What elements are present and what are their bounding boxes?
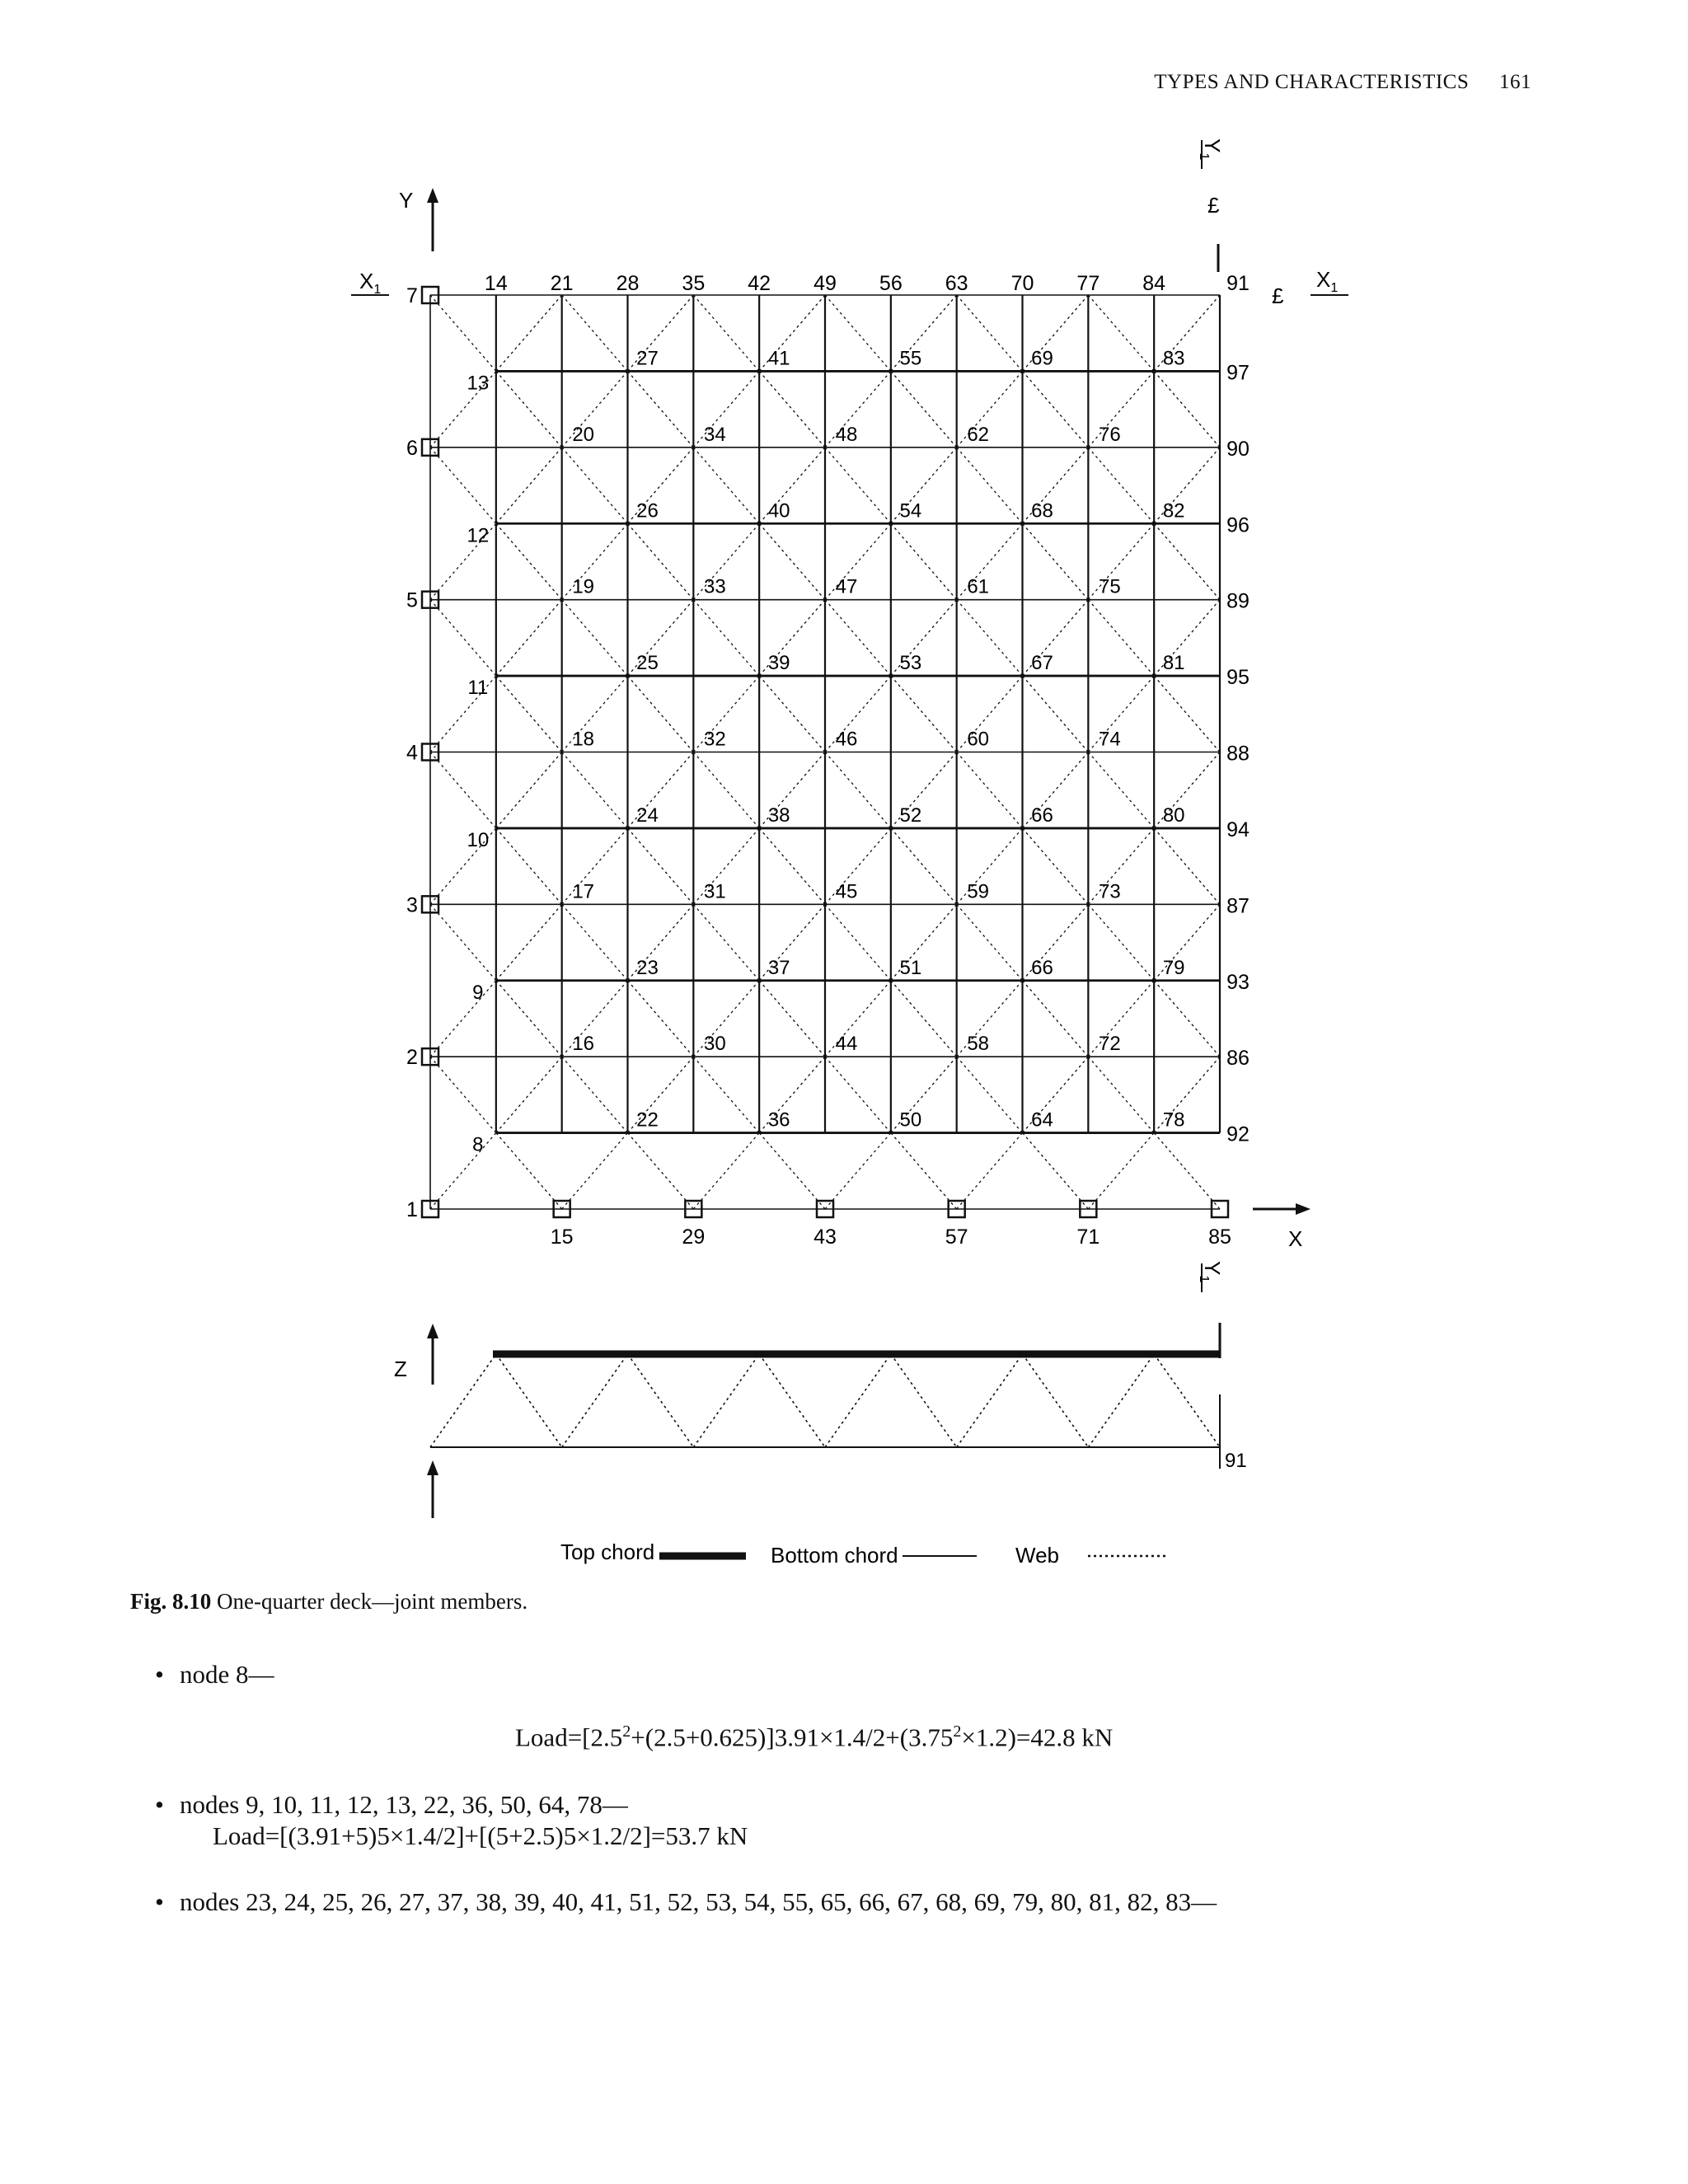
web-diagonal xyxy=(1154,1133,1220,1209)
section-x1-label: X xyxy=(1316,267,1331,292)
web-diagonal xyxy=(430,1133,496,1209)
elevation-web xyxy=(430,1354,1220,1447)
web-diagonal xyxy=(496,371,562,447)
web-diagonal xyxy=(825,600,891,676)
node-label-interior: 30 xyxy=(703,1033,726,1056)
x-arrow-icon xyxy=(1296,1203,1311,1215)
web-diagonal xyxy=(430,752,496,828)
web-diagonal xyxy=(759,371,825,447)
svg-text:X1 xyxy=(1316,267,1338,295)
node-label-interior: 62 xyxy=(967,423,990,446)
web-diagonal xyxy=(430,295,496,371)
web-diagonal xyxy=(628,981,694,1057)
web-diagonal xyxy=(496,1057,562,1132)
section-y1-subscript: 1 xyxy=(1197,1275,1211,1283)
elevation-web-diagonal xyxy=(628,1354,694,1447)
formula-text: Load=[(3.91+5)5×1.4/2]+[(5+2.5)5×1.2/2]=53.7 kN xyxy=(213,1821,748,1850)
web-diagonal xyxy=(496,904,562,980)
web-diagonal xyxy=(496,752,562,828)
node-label-interior: 27 xyxy=(636,347,659,370)
node-label-left: 4 xyxy=(406,741,418,765)
web-diagonal xyxy=(693,295,759,371)
node-label-interior: 55 xyxy=(899,347,922,370)
node-label-interior: 25 xyxy=(636,652,659,675)
web-diagonal xyxy=(628,1133,694,1209)
web-diagonal xyxy=(496,676,562,752)
web-diagonal xyxy=(693,448,759,523)
node-label-top: 21 xyxy=(550,272,574,295)
node-label-interior: 64 xyxy=(1031,1108,1053,1132)
web-diagonal xyxy=(1023,371,1089,447)
node-label-bottom: 15 xyxy=(550,1226,574,1249)
node-label-interior: 59 xyxy=(967,880,990,903)
node-label-interior: 60 xyxy=(967,728,990,751)
node-label-interior: 39 xyxy=(767,652,790,675)
bullet-nodes-9-78 xyxy=(155,1790,628,1820)
node-label-bottom: 29 xyxy=(682,1226,706,1249)
elevation-node-label: 91 xyxy=(1225,1450,1247,1472)
node-label-interior: 74 xyxy=(1098,728,1121,751)
node-label-interior: 37 xyxy=(767,956,790,979)
web-diagonal xyxy=(1023,676,1089,752)
node-label-interior: 31 xyxy=(703,880,726,903)
legend-top-chord-label: Top chord xyxy=(560,1540,655,1564)
web-diagonal xyxy=(496,600,562,676)
web-diagonal xyxy=(496,828,562,904)
formula-part: ×1.2)=42.8 kN xyxy=(961,1722,1114,1752)
caption-text: One-quarter deck—joint members. xyxy=(217,1589,528,1614)
web-diagonal xyxy=(628,523,694,599)
node-label-interior: 53 xyxy=(899,652,922,675)
formula-superscript: 2 xyxy=(953,1722,962,1741)
web-diagonal xyxy=(957,752,1023,828)
web-diagonal xyxy=(628,371,694,447)
web-diagonal xyxy=(825,752,891,828)
web-diagonal xyxy=(496,981,562,1057)
web-diagonal xyxy=(693,1133,759,1209)
legend-web-label: Web xyxy=(1015,1543,1059,1568)
web-diagonal xyxy=(759,371,825,447)
node-label-top: 42 xyxy=(748,272,771,295)
formula-nodes-9-78 xyxy=(213,1821,748,1851)
web-diagonal xyxy=(628,981,694,1057)
node-label-right: 87 xyxy=(1226,894,1250,918)
legend-bottom-chord-label: Bottom chord xyxy=(771,1543,898,1568)
node-label-interior: 66 xyxy=(1031,956,1053,979)
figure-caption xyxy=(130,1589,528,1615)
node-label-interior: 48 xyxy=(835,423,858,446)
web-diagonal xyxy=(496,600,562,676)
node-label-offset: 11 xyxy=(467,677,489,700)
node-label-interior: 24 xyxy=(636,804,659,827)
node-label-right: 94 xyxy=(1226,818,1250,841)
web-diagonal xyxy=(430,1057,496,1132)
node-label-right: 97 xyxy=(1226,361,1250,385)
node-label-interior: 40 xyxy=(767,499,790,523)
elevation-web-diagonal xyxy=(1023,1354,1089,1447)
node-label-offset: 12 xyxy=(467,524,490,547)
node-label-bottom: 57 xyxy=(945,1226,968,1249)
legend xyxy=(560,1540,1166,1568)
centerline-symbol-top: £ xyxy=(1207,193,1220,218)
node-label-left: 5 xyxy=(406,588,418,612)
web-diagonal xyxy=(891,523,957,599)
web-diagonal xyxy=(891,1133,957,1209)
node-label-interior: 47 xyxy=(835,575,858,598)
node-label-interior: 76 xyxy=(1098,423,1121,446)
web-diagonal xyxy=(628,1133,694,1209)
web-diagonal xyxy=(759,1133,825,1209)
y-axis xyxy=(399,188,438,251)
node-label-interior: 58 xyxy=(967,1033,990,1056)
web-diagonal xyxy=(957,904,1023,980)
web-diagonal xyxy=(1154,523,1220,599)
web-diagonal xyxy=(957,1057,1023,1132)
bullet-node-8 xyxy=(155,1660,274,1690)
section-mark-x1-left xyxy=(351,269,389,297)
node-label-right: 96 xyxy=(1226,513,1250,537)
node-label-interior: 36 xyxy=(767,1108,790,1132)
z-arrow-icon xyxy=(427,1324,438,1338)
node-label-interior: 44 xyxy=(835,1033,858,1056)
section-y1-subscript: 1 xyxy=(1197,152,1211,161)
section-x1-label: X xyxy=(359,269,374,293)
web-diagonal xyxy=(430,904,496,980)
node-label-interior: 80 xyxy=(1162,804,1185,827)
web-diagonal xyxy=(957,448,1023,523)
node-label-top: 63 xyxy=(945,272,968,295)
node-label-left: 1 xyxy=(406,1198,418,1221)
web-diagonal xyxy=(562,752,628,828)
elevation-web-diagonal xyxy=(562,1354,628,1447)
node-label-offset: 10 xyxy=(467,828,490,851)
page-number: 161 xyxy=(1499,71,1531,93)
web-diagonal xyxy=(496,448,562,523)
web-diagonal xyxy=(430,448,496,523)
web-diagonal xyxy=(628,828,694,904)
node-label-top: 7 xyxy=(406,284,418,307)
web-diagonal xyxy=(1154,523,1220,599)
web-diagonal xyxy=(628,676,694,752)
z-arrow-bottom-icon xyxy=(427,1460,438,1475)
web-diagonal xyxy=(759,981,825,1057)
node-label-top: 70 xyxy=(1010,272,1034,295)
web-diagonal xyxy=(562,448,628,523)
web-diagonal xyxy=(496,295,562,371)
web-diagonal xyxy=(891,371,957,447)
bullet-text: node 8— xyxy=(180,1660,274,1689)
web-diagonal xyxy=(496,1133,562,1209)
formula-part: Load=[2.5 xyxy=(515,1722,623,1752)
node-label-top: 35 xyxy=(682,272,706,295)
web-diagonal xyxy=(496,1057,562,1132)
node-label-interior: 18 xyxy=(572,728,595,751)
web-diagonal xyxy=(825,448,891,523)
node-label-left: 3 xyxy=(406,893,418,917)
node-label-interior: 61 xyxy=(967,575,990,598)
web-diagonal xyxy=(759,828,825,904)
node-label-interior: 82 xyxy=(1162,499,1185,523)
node-label-interior: 22 xyxy=(636,1108,659,1132)
y-arrow-icon xyxy=(427,188,438,203)
section-x1-subscript: 1 xyxy=(1330,281,1339,295)
web-diagonal xyxy=(562,1133,628,1209)
node-label-interior: 67 xyxy=(1031,652,1053,675)
web-diagonal xyxy=(957,295,1023,371)
web-diagonal xyxy=(1023,676,1089,752)
node-label-right: 95 xyxy=(1226,666,1250,690)
web-diagonal xyxy=(562,1057,628,1132)
web-diagonal xyxy=(1023,981,1089,1057)
web-diagonal xyxy=(1023,1133,1089,1209)
bullet-text: nodes 23, 24, 25, 26, 27, 37, 38, 39, 40, 41, 51, 52, 53, 54, 55, 65, 66, 67, 68, 69, 79, 80, 81, 82, 83— xyxy=(180,1887,1217,1916)
node-label-interior: 52 xyxy=(899,804,922,827)
web-diagonal xyxy=(957,600,1023,676)
running-title: TYPES AND CHARACTERISTICS xyxy=(1154,71,1470,93)
node-label-right: 86 xyxy=(1226,1047,1250,1071)
web-diagonal xyxy=(628,676,694,752)
web-diagonal xyxy=(496,1133,562,1209)
y-axis-label: Y xyxy=(399,188,414,213)
web-diagonal xyxy=(1154,981,1220,1057)
web-diagonal xyxy=(562,295,628,371)
elevation-web-diagonal xyxy=(825,1354,891,1447)
web-diagonal xyxy=(1088,1057,1154,1132)
web-diagonal xyxy=(628,523,694,599)
web-diagonal xyxy=(1088,752,1154,828)
section-y1-label: Y xyxy=(1200,1261,1225,1276)
web-diagonal xyxy=(496,828,562,904)
caption-label: Fig. 8.10 xyxy=(130,1589,212,1614)
web-diagonal xyxy=(1023,828,1089,904)
node-label-interior: 51 xyxy=(899,956,922,979)
web-diagonal xyxy=(693,1057,759,1132)
node-label-top: 28 xyxy=(616,272,640,295)
web-diagonal xyxy=(1154,371,1220,447)
web-diagonal xyxy=(1088,448,1154,523)
z-axis-label: Z xyxy=(394,1357,407,1381)
web-diagonal xyxy=(891,676,957,752)
svg-text:X1 xyxy=(359,269,381,297)
formula-part: +(2.5+0.625)]3.91×1.4/2+(3.75 xyxy=(631,1722,954,1752)
node-label-right: 92 xyxy=(1226,1122,1250,1146)
node-label-top: 91 xyxy=(1226,272,1250,295)
web-diagonal xyxy=(759,981,825,1057)
web-diagonal xyxy=(759,676,825,752)
web-diagonal xyxy=(496,295,562,371)
node-label-top: 14 xyxy=(484,272,508,295)
web-diagonal xyxy=(825,1057,891,1132)
web-diagonal xyxy=(891,981,957,1057)
node-label-offset: 9 xyxy=(472,981,484,1004)
web-diagonal xyxy=(1023,828,1089,904)
node-label-offset: 8 xyxy=(472,1133,484,1156)
node-label-top: 84 xyxy=(1142,272,1166,295)
node-label-top: 77 xyxy=(1076,272,1100,295)
x-axis xyxy=(1253,1203,1311,1251)
node-label-top: 49 xyxy=(814,272,837,295)
web-diagonal xyxy=(759,1133,825,1209)
web-diagonal xyxy=(496,752,562,828)
node-label-interior: 72 xyxy=(1098,1033,1121,1056)
web-diagonal xyxy=(1154,828,1220,904)
node-label-interior: 33 xyxy=(703,575,726,598)
web-diagonal xyxy=(891,828,957,904)
web-diagonal xyxy=(496,981,562,1057)
node-label-right: 93 xyxy=(1226,970,1250,994)
web-diagonal xyxy=(759,676,825,752)
node-label-interior: 26 xyxy=(636,499,659,523)
node-label-interior: 41 xyxy=(767,347,790,370)
web-diagonal xyxy=(1154,676,1220,752)
node-label-interior: 38 xyxy=(767,804,790,827)
node-label-right: 90 xyxy=(1226,437,1250,461)
elevation-web-diagonal xyxy=(957,1354,1023,1447)
section-x1-subscript: 1 xyxy=(373,283,382,297)
web-diagonal xyxy=(430,600,496,676)
node-label-interior: 46 xyxy=(835,728,858,751)
web-diagonal xyxy=(1023,523,1089,599)
web-diagonal xyxy=(1154,828,1220,904)
node-label-right: 89 xyxy=(1226,589,1250,613)
web-diagonal xyxy=(957,1133,1023,1209)
web-diagonal xyxy=(562,600,628,676)
web-diagonal xyxy=(1023,1133,1089,1209)
web-diagonal xyxy=(825,904,891,980)
node-labels xyxy=(406,272,1250,1249)
node-label-interior: 83 xyxy=(1162,347,1185,370)
web-diagonal xyxy=(496,371,562,447)
web-diagonal xyxy=(891,981,957,1057)
node-label-interior: 75 xyxy=(1098,575,1121,598)
web-diagonal xyxy=(1088,1133,1154,1209)
node-label-left: 6 xyxy=(406,436,418,460)
section-y1-label: Y xyxy=(1200,138,1225,153)
web-diagonal xyxy=(496,676,562,752)
web-diagonal xyxy=(1154,981,1220,1057)
web-diagonal xyxy=(496,523,562,599)
web-diagonal xyxy=(1154,676,1220,752)
node-label-left: 2 xyxy=(406,1046,418,1070)
elevation-web-diagonal xyxy=(693,1354,759,1447)
web-diagonal xyxy=(759,523,825,599)
node-label-interior: 23 xyxy=(636,956,659,979)
node-label-interior: 78 xyxy=(1162,1108,1185,1132)
web-diagonal xyxy=(693,752,759,828)
web-diagonal xyxy=(496,523,562,599)
formula-node-8 xyxy=(515,1722,1113,1752)
node-label-offset: 13 xyxy=(467,372,490,395)
web-diagonal xyxy=(562,904,628,980)
node-label-top: 56 xyxy=(879,272,903,295)
elevation-web-diagonal xyxy=(496,1354,562,1447)
bullet-text: nodes 9, 10, 11, 12, 13, 22, 36, 50, 64, 78— xyxy=(180,1790,628,1819)
node-label-interior: 16 xyxy=(572,1033,595,1056)
node-label-interior: 79 xyxy=(1162,956,1185,979)
node-label-interior: 34 xyxy=(703,423,726,446)
node-label-interior: 50 xyxy=(899,1108,922,1132)
node-label-interior: 45 xyxy=(835,880,858,903)
web-diagonal xyxy=(1088,904,1154,980)
node-label-interior: 81 xyxy=(1162,652,1185,675)
elevation-web-diagonal xyxy=(759,1354,825,1447)
node-label-bottom: 85 xyxy=(1208,1226,1231,1249)
centerline-symbol-right: £ xyxy=(1272,284,1284,308)
bullet-dot-icon: • xyxy=(155,1790,164,1819)
elevation-web-diagonal xyxy=(891,1354,957,1447)
node-label-interior: 19 xyxy=(572,575,595,598)
node-label-bottom: 43 xyxy=(814,1226,837,1249)
web-diagonal xyxy=(693,600,759,676)
node-label-interior: 20 xyxy=(572,423,595,446)
web-diagonal xyxy=(1088,295,1154,371)
web-diagonal xyxy=(693,904,759,980)
web-diagonal xyxy=(891,1133,957,1209)
elevation-web-diagonal xyxy=(1154,1354,1220,1447)
node-label-interior: 54 xyxy=(899,499,922,523)
elevation-web-diagonal xyxy=(430,1354,496,1447)
web-diagonal xyxy=(1023,981,1089,1057)
web-diagonal xyxy=(1023,523,1089,599)
bullet-nodes-23-83 xyxy=(155,1887,1217,1917)
web-diagonal xyxy=(1154,1133,1220,1209)
node-label-interior: 73 xyxy=(1098,880,1121,903)
web-diagonal xyxy=(430,981,496,1057)
web-diagonal xyxy=(825,1133,891,1209)
node-label-interior: 32 xyxy=(703,728,726,751)
web-diagonal xyxy=(496,904,562,980)
web-diagonal xyxy=(1088,600,1154,676)
node-label-right: 88 xyxy=(1226,742,1250,766)
node-label-interior: 17 xyxy=(572,880,595,903)
web-diagonal xyxy=(1154,371,1220,447)
x-axis-label: X xyxy=(1288,1226,1303,1251)
node-label-interior: 69 xyxy=(1031,347,1053,370)
node-label-bottom: 71 xyxy=(1076,1226,1100,1249)
elevation-view xyxy=(394,1323,1247,1518)
web-diagonal xyxy=(759,523,825,599)
node-label-interior: 68 xyxy=(1031,499,1053,523)
elevation-web-diagonal xyxy=(1088,1354,1154,1447)
web-diagonal xyxy=(496,448,562,523)
web-diagonal xyxy=(1023,371,1089,447)
bullet-dot-icon: • xyxy=(155,1660,164,1689)
formula-superscript: 2 xyxy=(622,1722,631,1741)
section-mark-x1-right xyxy=(1272,267,1348,308)
web-diagonal xyxy=(825,295,891,371)
web-diagonal xyxy=(628,828,694,904)
bullet-dot-icon: • xyxy=(155,1887,164,1916)
web-diagonal xyxy=(759,828,825,904)
node-label-interior: 66 xyxy=(1031,804,1053,827)
web-diagonal xyxy=(628,371,694,447)
